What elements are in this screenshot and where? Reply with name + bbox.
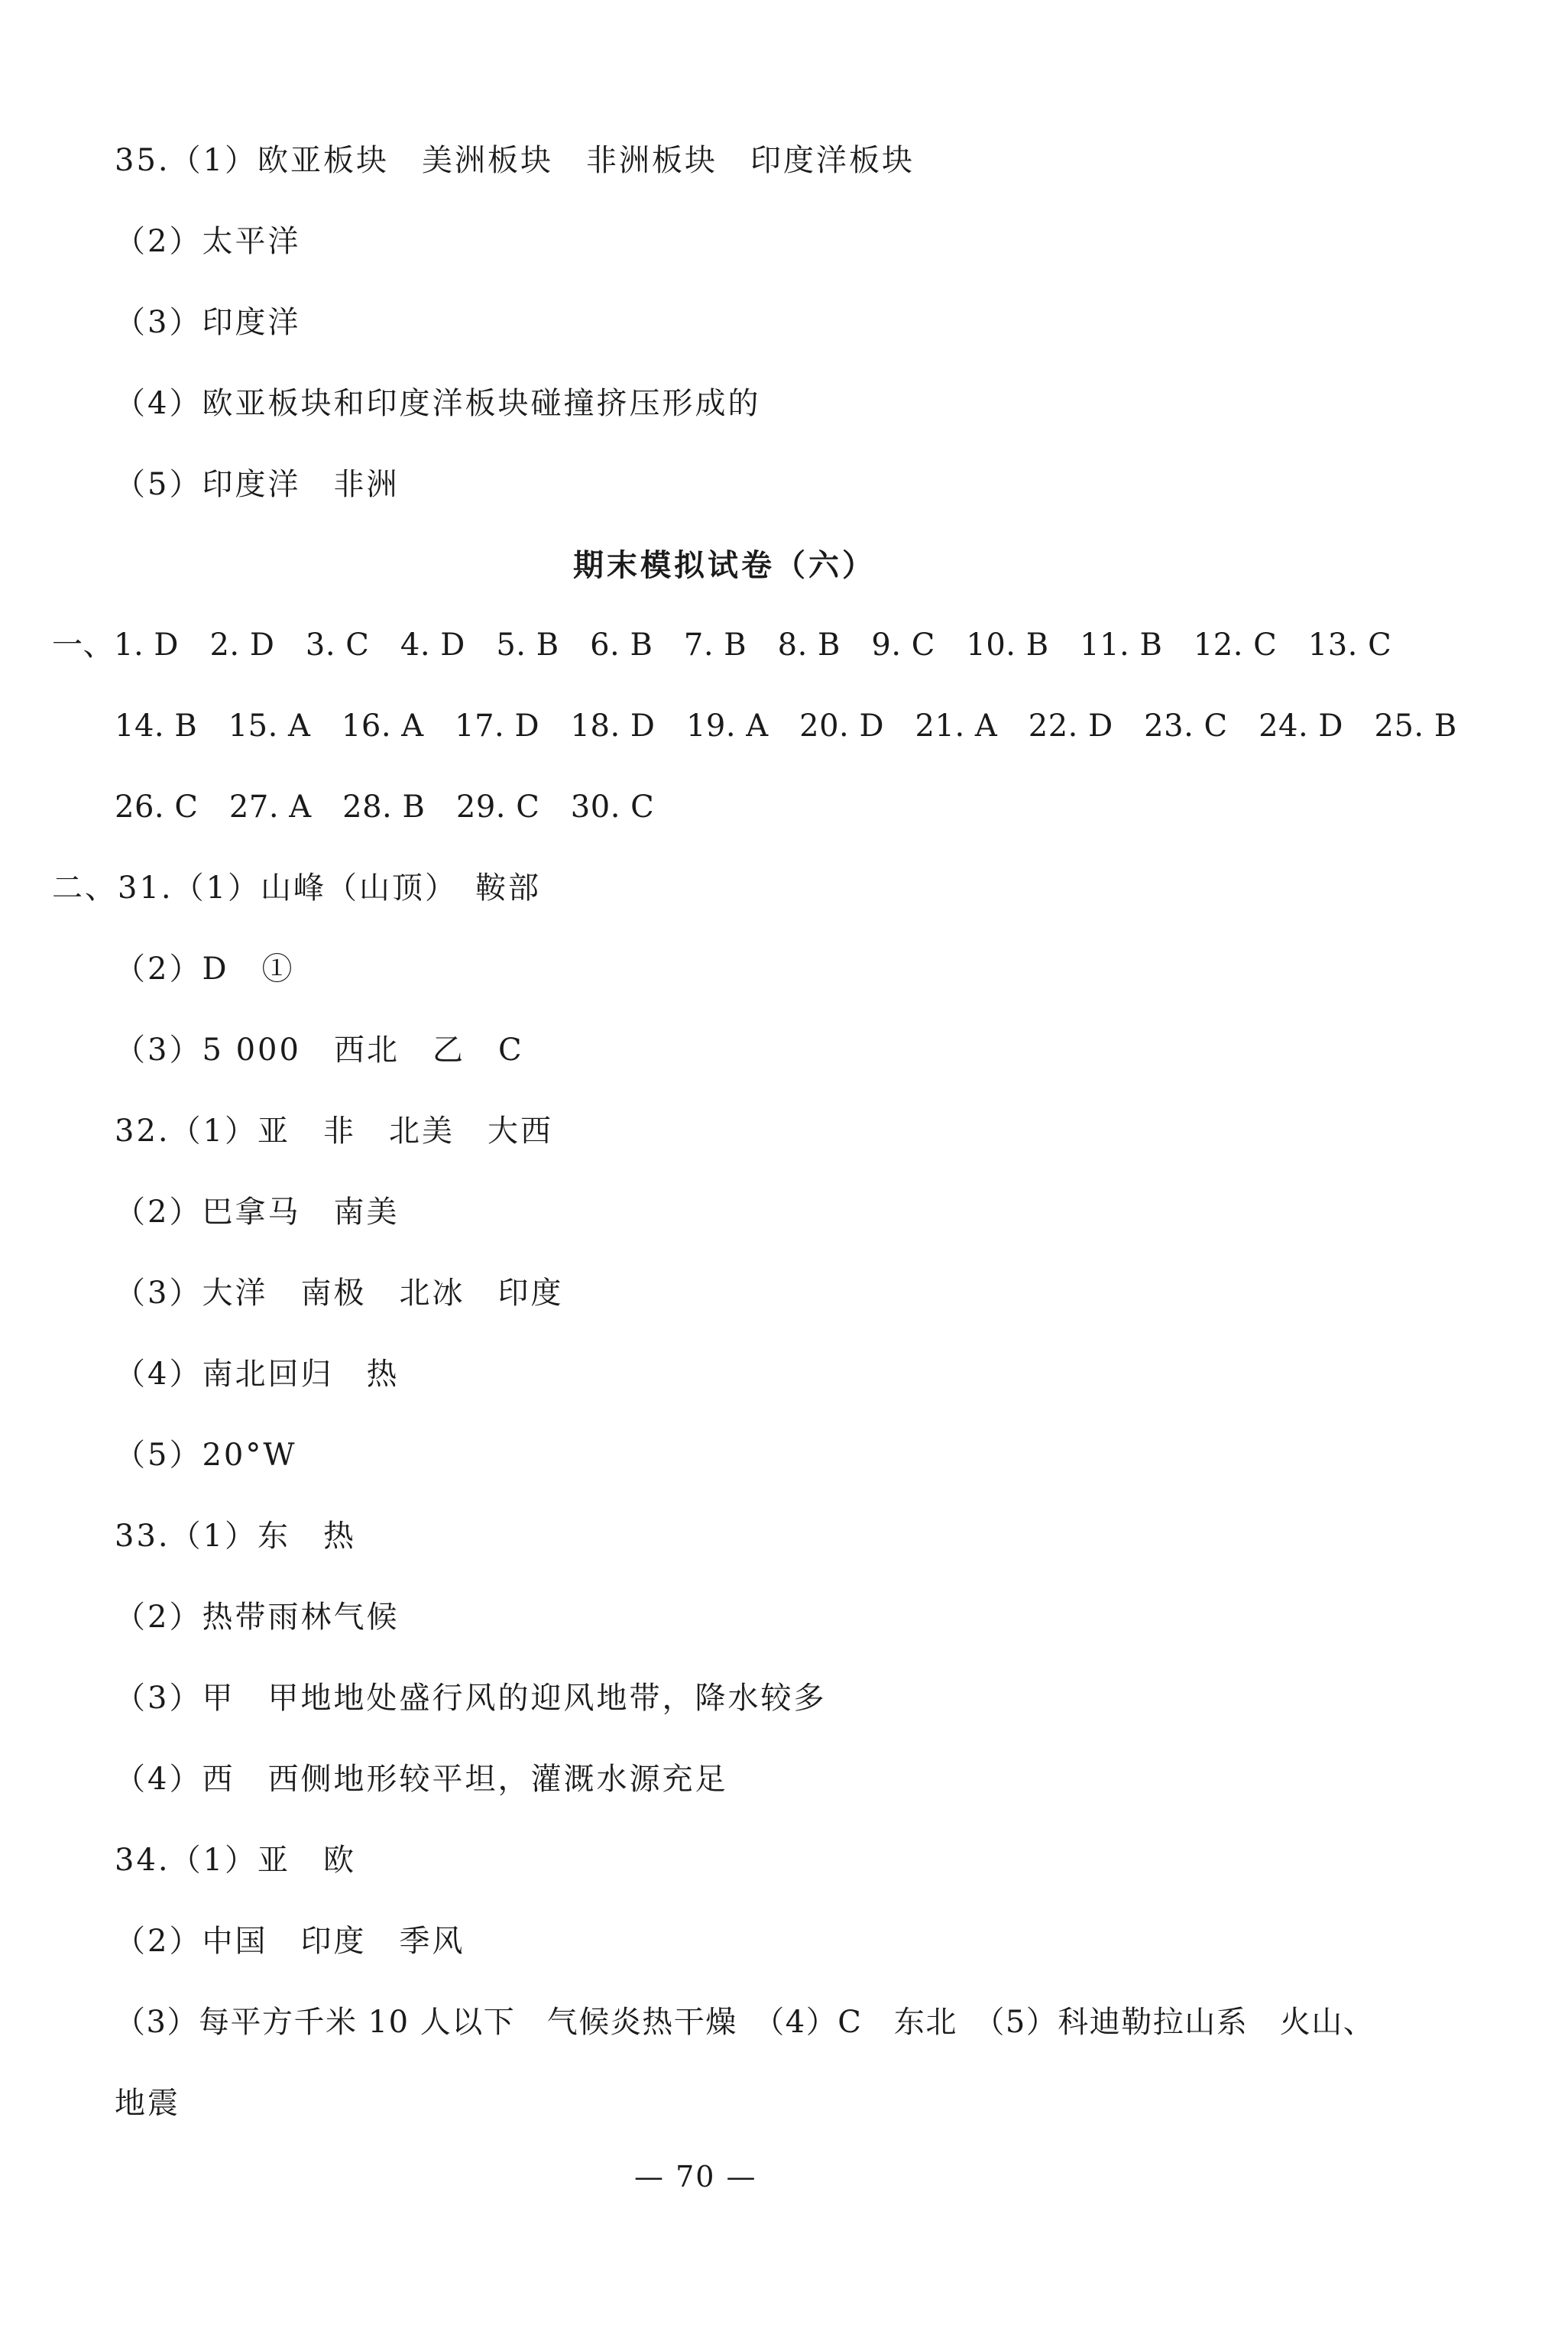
q32-line-1: 32.（1）亚 非 北美 大西	[115, 1114, 554, 1149]
part1-row-1: 一、1. D 2. D 3. C 4. D 5. B 6. B 7. B 8. B 9. C 10. B 11. B 12. C 13. C	[52, 627, 1392, 663]
q34-line-4: 地震	[115, 2086, 180, 2121]
q32-line-5: （5）20°W	[115, 1438, 297, 1473]
q33-line-2: （2）热带雨林气候	[115, 1600, 400, 1635]
q35-line-3: （3）印度洋	[115, 305, 301, 340]
part1-row-2: 14. B 15. A 16. A 17. D 18. D 19. A 20. D 21. A 22. D 23. C 24. D 25. B	[115, 708, 1457, 744]
q33-line-3: （3）甲 甲地地处盛行风的迎风地带，降水较多	[115, 1681, 827, 1716]
q33-line-4: （4）西 西侧地形较平坦，灌溉水源充足	[115, 1762, 728, 1797]
q34-line-2: （2）中国 印度 季风	[115, 1924, 465, 1959]
part1-row-3: 26. C 27. A 28. B 29. C 30. C	[115, 790, 655, 825]
q31-line-2: （2）D ①	[115, 952, 295, 987]
q31-line-3: （3）5 000 西北 乙 C	[115, 1033, 524, 1068]
q32-line-3: （3）大洋 南极 北冰 印度	[115, 1276, 564, 1311]
q35-line-2: （2）太平洋	[115, 224, 301, 259]
q32-line-2: （2）巴拿马 南美	[115, 1195, 400, 1230]
q35-line-1: 35.（1）欧亚板块 美洲板块 非洲板块 印度洋板块	[115, 143, 915, 178]
q35-line-4: （4）欧亚板块和印度洋板块碰撞挤压形成的	[115, 386, 761, 421]
q32-line-4: （4）南北回归 热	[115, 1357, 400, 1392]
q34-line-1: 34.（1）亚 欧	[115, 1843, 357, 1878]
q33-line-1: 33.（1）东 热	[115, 1519, 357, 1554]
page-number: — 70 —	[634, 2160, 757, 2193]
q34-line-3: （3）每平方千米 10 人以下 气候炎热干燥 （4）C 东北 （5）科迪勒拉山系 火山、	[115, 2005, 1375, 2040]
section-title: 期末模拟试卷（六）	[573, 547, 876, 583]
q31-line-1: 二、31.（1）山峰（山顶） 鞍部	[52, 871, 542, 906]
q35-line-5: （5）印度洋 非洲	[115, 467, 400, 502]
